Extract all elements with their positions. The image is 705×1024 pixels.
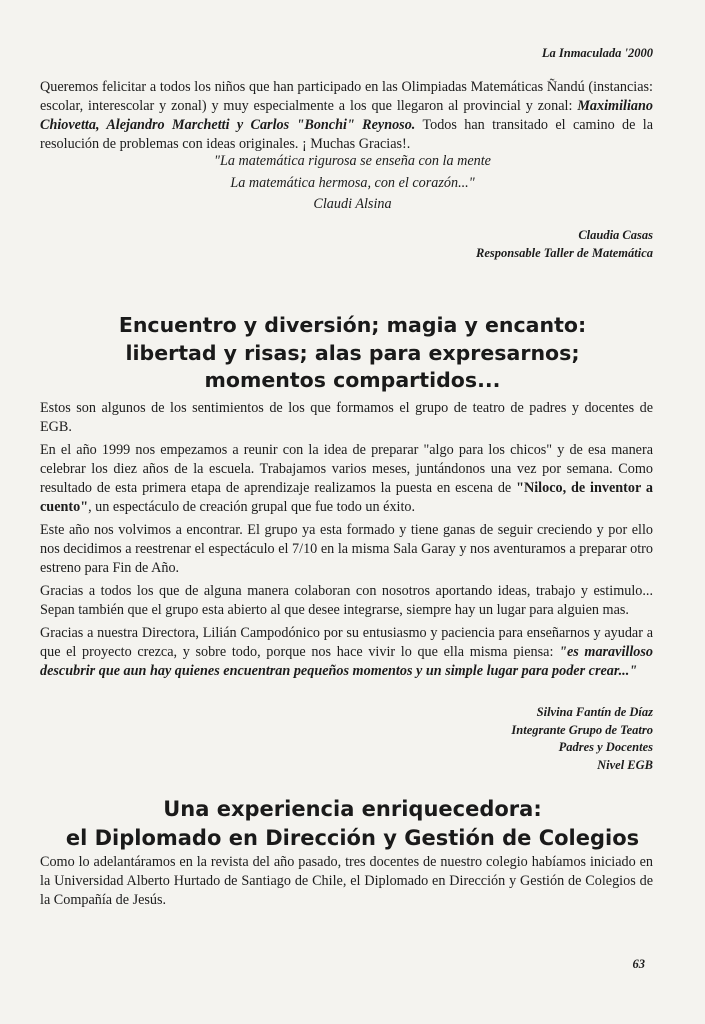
signature-role: Responsable Taller de Matemática (476, 245, 653, 260)
running-header: La Inmaculada '2000 (541, 46, 653, 60)
intro-text: Queremos felicitar a todos los niños que han participado en las Olimpiadas Matemáticas Ñandú (instancias: escolar, interescolar y zonal) y muy especialmente a los que llegaron al provincial y zonal: (40, 79, 653, 114)
heading-line-1: Encuentro y diversión; magia y encanto: (118, 313, 587, 337)
section-heading-theater (0, 312, 705, 395)
heading-line-2: libertad y risas; alas para expresarnos; (125, 340, 580, 365)
heading-line-2: el Diplomado en Dirección y Gestión de Colegios (65, 826, 640, 850)
play-title: "Niloco, de inventor a cuento" (40, 480, 653, 515)
heading-line-3: momentos compartidos... (204, 368, 501, 392)
quote-line-1: "La matemática rigurosa se enseña con la mente (214, 153, 491, 169)
diploma-section-body (40, 853, 653, 910)
theater-p5-text: Gracias a nuestra Directora, Lilián Campodónico por su entusiasmo y paciencia para enseñarnos y ayudar a que el proyecto crezca, y sobre todo, porque nos hace vivir lo que ella misma piensa: (40, 625, 653, 660)
director-quote: "es maravilloso descubrir que aun hay quienes encuentran pequeños momentos y un simple lugar para poder crear..." (40, 644, 653, 679)
theater-section-body (40, 399, 653, 681)
page-number: 63 (632, 957, 645, 971)
theater-paragraph-1: Estos son algunos de los sentimientos de los que formamos el grupo de teatro de padres y docentes de EGB. (40, 400, 653, 435)
signature-theater (511, 704, 653, 774)
signature-name: Claudia Casas (578, 228, 653, 242)
signature-name: Silvina Fantín de Díaz (536, 705, 653, 719)
intro-paragraph (40, 78, 653, 154)
quote-author: Claudi Alsina (313, 196, 392, 212)
diploma-paragraph-1: Como lo adelantáramos en la revista del año pasado, tres docentes de nuestro colegio habíamos iniciado en la Universidad Alberto Hurtado de Santiago de Chile, el Diplomado en Dirección y Gestión de Colegios de la Compañía de Jesús. (40, 854, 653, 908)
intro-paragraph-block (40, 78, 653, 154)
signature-role-2: Padres y Docentes (558, 740, 653, 754)
intro-winner-names: Maximiliano Chiovetta, Alejandro Marchetti y Carlos "Bonchi" Reynoso. (40, 98, 653, 133)
theater-paragraph-2 (40, 441, 653, 517)
heading-line-1: Una experiencia enriquecedora: (163, 797, 542, 821)
signature-math (476, 227, 653, 262)
signature-role-3: Nivel EGB (597, 757, 653, 772)
theater-p2-text: En el año 1999 nos empezamos a reunir con la idea de preparar "algo para los chicos" y de esa manera celebrar los diez años de la escuela. Trabajamos varios meses, juntándonos una vez por semana. Como resultado de esta primera etapa de aprendizaje realizamos la puesta en escena de (40, 442, 653, 496)
math-quote (0, 151, 705, 216)
intro-text-end: Todos han transitado el camino de la resolución de problemas con ideas originales. ¡ Muchas Gracias!. (40, 117, 654, 152)
section-heading-diploma (0, 795, 705, 853)
signature-role-1: Integrante Grupo de Teatro (511, 722, 653, 737)
theater-paragraph-3: Este año nos volvimos a encontrar. El grupo ya esta formado y tiene ganas de seguir creciendo y por ello nos decidimos a reestrenar el espectáculo el 7/10 en la misma Sala Garay y nos aventuramos a preparar otro estreno para Fin de Año. (40, 522, 653, 576)
theater-paragraph-4: Gracias a todos los que de alguna manera colaboran con nosotros aportando ideas, trabajo y estimulo... Sepan también que el grupo esta abierto al que desee integrarse, siempre hay un lugar para alguien mas. (40, 583, 653, 618)
quote-line-2: La matemática hermosa, con el corazón..." (230, 174, 475, 191)
theater-paragraph-5 (40, 624, 653, 681)
theater-p2-end: , un espectáculo de creación grupal que fue todo un éxito. (88, 499, 416, 515)
